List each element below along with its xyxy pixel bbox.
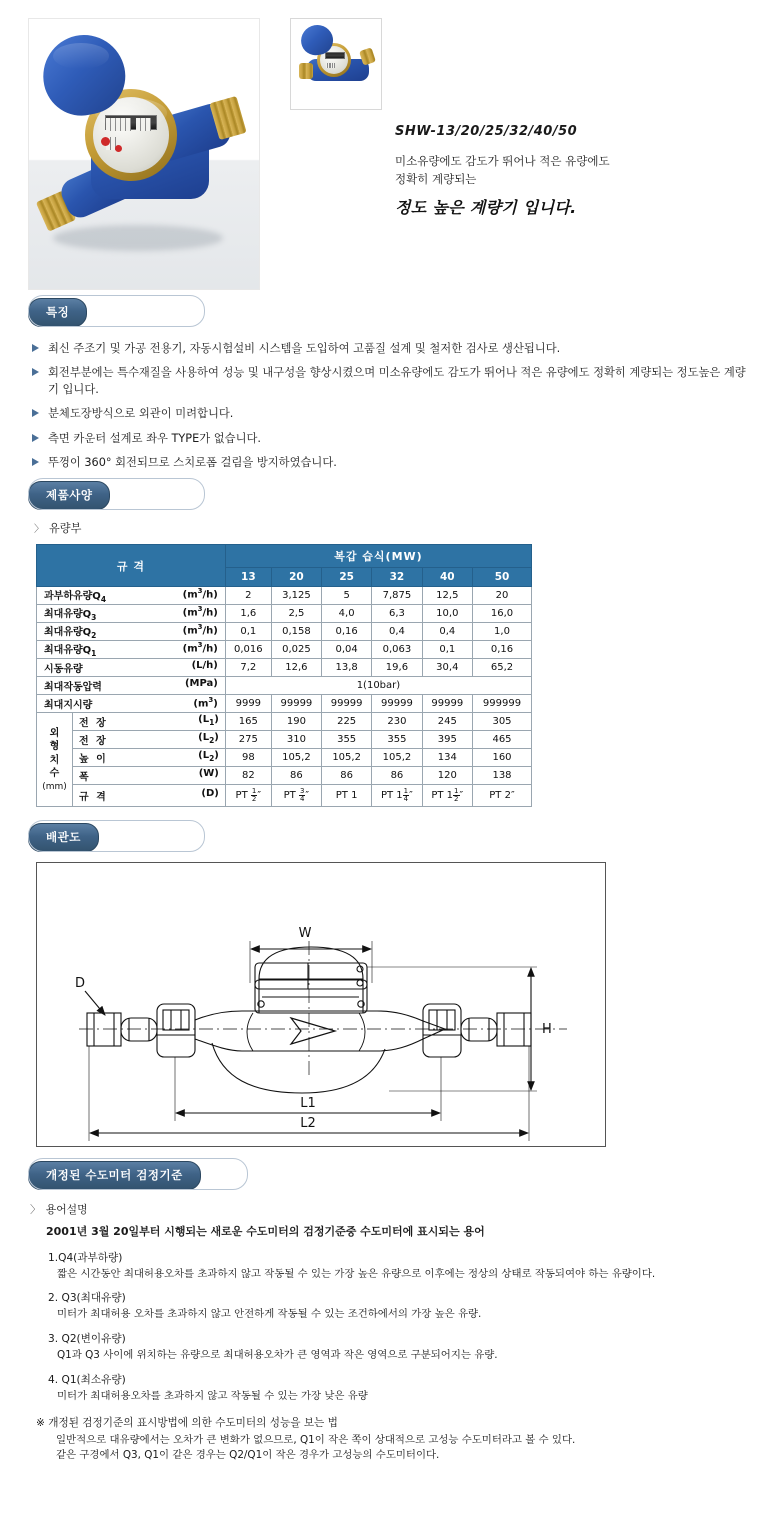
term-description: Q1과 Q3 사이에 위치하는 유량으로 최대허용오차가 큰 영역과 작은 영역으로 구분되어지는 유량. bbox=[57, 1349, 498, 1362]
cell: 138 bbox=[473, 767, 532, 785]
term-item bbox=[30, 1250, 756, 1282]
cell: 30,4 bbox=[422, 659, 472, 677]
cell: 0,158 bbox=[271, 623, 321, 641]
cell-thread: PT 2″ bbox=[473, 785, 532, 807]
feature-item bbox=[32, 431, 750, 447]
standard-section-header bbox=[0, 1161, 780, 1190]
product-photo-main bbox=[28, 18, 260, 290]
row-label: 최대유량$Q_1$ bbox=[44, 645, 97, 659]
terminology-lead: 2001년 3월 20일부터 시행되는 새로운 수도미터의 검정기준중 수도미터에 표시되는 용어 bbox=[46, 1225, 485, 1239]
cell: 86 bbox=[372, 767, 422, 785]
row-unit: $(m^3/h)$ bbox=[182, 641, 218, 655]
model-code: SHW-13/20/25/32/40/50 bbox=[395, 124, 578, 139]
dimension-label-l1: L1 bbox=[300, 1096, 316, 1112]
cell: 0,16 bbox=[473, 641, 532, 659]
row-label: 최대유량$Q_2$ bbox=[44, 627, 97, 641]
cell: 0,025 bbox=[271, 641, 321, 659]
cell: 10,0 bbox=[422, 605, 472, 623]
triangle-bullet-icon bbox=[32, 409, 39, 417]
cell: 86 bbox=[271, 767, 321, 785]
dimension-label-l2: L2 bbox=[300, 1116, 316, 1132]
cell: 105,2 bbox=[271, 749, 321, 767]
dim-symbol: $(L_1)$ bbox=[198, 714, 219, 728]
dial-pointer-red-1 bbox=[101, 137, 110, 146]
cell: 99999 bbox=[372, 695, 422, 713]
table-row bbox=[37, 659, 532, 677]
row-label: 최대유량$Q_3$ bbox=[44, 609, 97, 623]
terminology-sub-label-text: 용어설명 bbox=[45, 1203, 88, 1217]
thumb-counter bbox=[325, 52, 345, 59]
feature-text: 뚜껑이 360° 회전되므로 스치로폼 걸림을 방지하였습니다. bbox=[48, 455, 337, 469]
row-label: 최대지시량 bbox=[44, 700, 93, 712]
cell-thread: PT 1 $\frac{1}{2}$ ″ bbox=[422, 785, 472, 807]
cell: 7,875 bbox=[372, 587, 422, 605]
cell: 230 bbox=[372, 713, 422, 731]
term-description: 미터가 최대허용오차를 초과하지 않고 작동될 수 있는 가장 낮은 유량 bbox=[57, 1389, 368, 1402]
size-header: 40 bbox=[422, 568, 472, 587]
cell: 245 bbox=[422, 713, 472, 731]
term-description: 미터가 최대허용 오차를 초과하지 않고 안전하게 작동될 수 있는 조건하에서의 가장 높은 유량. bbox=[57, 1308, 482, 1321]
cell: 160 bbox=[473, 749, 532, 767]
cell: 0,063 bbox=[372, 641, 422, 659]
cell: 165 bbox=[225, 713, 271, 731]
cell: 190 bbox=[271, 713, 321, 731]
dim-name: 전 장 bbox=[79, 718, 108, 730]
cell: 2,5 bbox=[271, 605, 321, 623]
triangle-bullet-icon bbox=[32, 368, 39, 376]
cell: 1,0 bbox=[473, 623, 532, 641]
dim-name: 높 이 bbox=[79, 754, 108, 766]
note-heading: ※ 개정된 검정기준의 표시방법에 의한 수도미터의 성능을 보는 법 bbox=[36, 1416, 338, 1429]
cell: 13,8 bbox=[322, 659, 372, 677]
corner-header: 규 격 bbox=[37, 545, 226, 587]
feature-item bbox=[32, 406, 750, 422]
note-line: 일반적으로 대유량에서는 오차가 큰 변화가 없으므로, Q1이 작은 쪽이 상대적으로 고성능 수도미터라고 볼 수 있다. bbox=[56, 1433, 576, 1446]
cell: 0,016 bbox=[225, 641, 271, 659]
product-photo-thumbnail bbox=[290, 18, 382, 110]
size-header: 50 bbox=[473, 568, 532, 587]
dim-name: 전 장 bbox=[79, 736, 108, 748]
dimension-group-label: 외 형 치 수 (mm) bbox=[37, 713, 73, 807]
cell: 999999 bbox=[473, 695, 532, 713]
table-row bbox=[37, 713, 532, 731]
row-label: 과부하유량$Q_4$ bbox=[44, 591, 107, 605]
row-unit: $(m^3)$ bbox=[193, 696, 218, 710]
cap-gloss bbox=[53, 43, 109, 69]
double-chevron-icon: 〉 bbox=[34, 524, 44, 536]
cell: 6,3 bbox=[372, 605, 422, 623]
cell: 0,1 bbox=[422, 641, 472, 659]
dimension-label-h: H bbox=[542, 1022, 552, 1038]
table-row bbox=[37, 605, 532, 623]
term-item bbox=[30, 1331, 756, 1363]
terminology-section bbox=[0, 1202, 780, 1463]
dim-name: 폭 bbox=[79, 772, 89, 784]
dim-symbol: (D) bbox=[201, 788, 219, 800]
cell: 120 bbox=[422, 767, 472, 785]
table-row bbox=[37, 623, 532, 641]
spec-table bbox=[36, 544, 532, 807]
table-header-row bbox=[37, 545, 532, 568]
cell: 0,4 bbox=[372, 623, 422, 641]
table-row bbox=[37, 767, 532, 785]
spec-section-header bbox=[0, 481, 780, 510]
table-row bbox=[37, 587, 532, 605]
triangle-bullet-icon bbox=[32, 458, 39, 466]
diagram-section-header bbox=[0, 823, 780, 852]
cell: 19,6 bbox=[372, 659, 422, 677]
cell: 465 bbox=[473, 731, 532, 749]
thumb-brass-left bbox=[299, 63, 313, 79]
cell: 225 bbox=[322, 713, 372, 731]
features-section-header bbox=[0, 298, 780, 327]
feature-text: 측면 카운터 설계로 좌우 TYPE가 없습니다. bbox=[48, 431, 261, 445]
table-row bbox=[37, 695, 532, 713]
cell-thread: PT 1 $\frac{1}{4}$ ″ bbox=[372, 785, 422, 807]
table-row bbox=[37, 731, 532, 749]
cell: 0,04 bbox=[322, 641, 372, 659]
feature-item bbox=[32, 455, 750, 471]
cell: 16,0 bbox=[473, 605, 532, 623]
term-title: 3. Q2(변이유량) bbox=[48, 1333, 126, 1346]
cell: 1,6 bbox=[225, 605, 271, 623]
spec-table-wrap bbox=[0, 544, 780, 807]
features-list bbox=[0, 341, 780, 471]
dim-symbol: $(L_2)$ bbox=[198, 732, 219, 746]
dimension-label-w: W bbox=[298, 926, 312, 942]
terminology-sub-label bbox=[30, 1202, 756, 1217]
table-row bbox=[37, 677, 532, 695]
spec-sub-label-text: 유량부 bbox=[49, 522, 82, 536]
tagline bbox=[395, 153, 765, 220]
cell: 0,4 bbox=[422, 623, 472, 641]
dial-pointer-red-2 bbox=[115, 145, 122, 152]
size-header: 25 bbox=[322, 568, 372, 587]
piping-diagram-svg bbox=[37, 863, 605, 1146]
feature-item bbox=[32, 341, 750, 357]
row-unit: $(m^3/h)$ bbox=[182, 587, 218, 601]
row-unit: $(m^3/h)$ bbox=[182, 605, 218, 619]
cell: 12,6 bbox=[271, 659, 321, 677]
piping-diagram bbox=[36, 862, 606, 1147]
cell: 2 bbox=[225, 587, 271, 605]
cell: 99999 bbox=[322, 695, 372, 713]
cell: 65,2 bbox=[473, 659, 532, 677]
cell: 82 bbox=[225, 767, 271, 785]
cell: 395 bbox=[422, 731, 472, 749]
note-line: 같은 구경에서 Q3, Q1이 같은 경우는 Q2/Q1이 작은 경우가 고성능의 수도미터이다. bbox=[56, 1448, 440, 1461]
table-row bbox=[37, 749, 532, 767]
term-description: 짧은 시간동안 최대허용오차를 초과하지 않고 작동될 수 있는 가장 높은 유량으로 이후에는 정상의 상태로 작동되여야 하는 유량이다. bbox=[57, 1267, 656, 1280]
tagline-line-2: 정확히 계량되는 bbox=[395, 171, 477, 186]
cell-thread: PT $\frac{3}{4}$ ″ bbox=[271, 785, 321, 807]
spec-sub-label bbox=[0, 520, 780, 536]
cell: 3,125 bbox=[271, 587, 321, 605]
term-title: 4. Q1(최소유량) bbox=[48, 1373, 126, 1386]
standard-badge: 개정된 수도미터 검정기준 bbox=[28, 1161, 201, 1190]
cell: 355 bbox=[322, 731, 372, 749]
photo-shadow bbox=[53, 225, 223, 251]
cell: 0,16 bbox=[322, 623, 372, 641]
cell: 7,2 bbox=[225, 659, 271, 677]
cell: 99999 bbox=[271, 695, 321, 713]
row-label: 최대작동압력 bbox=[44, 682, 102, 694]
size-header: 20 bbox=[271, 568, 321, 587]
cell: 9999 bbox=[225, 695, 271, 713]
term-title: 1.Q4(과부하량) bbox=[48, 1251, 123, 1264]
cell-thread: PT $\frac{1}{2}$ ″ bbox=[225, 785, 271, 807]
cell-merged: 1(10bar) bbox=[225, 677, 531, 695]
cell: 134 bbox=[422, 749, 472, 767]
features-badge: 특징 bbox=[28, 298, 87, 327]
triangle-bullet-icon bbox=[32, 434, 39, 442]
cell: 99999 bbox=[422, 695, 472, 713]
cell-thread: PT 1 bbox=[322, 785, 372, 807]
product-header-text bbox=[395, 124, 765, 220]
cell: 310 bbox=[271, 731, 321, 749]
spec-table-body bbox=[37, 587, 532, 807]
dim-symbol: $(L_2)$ bbox=[198, 750, 219, 764]
row-unit: (MPa) bbox=[184, 678, 218, 690]
double-chevron-icon: 〉 bbox=[30, 1203, 41, 1217]
performance-note bbox=[30, 1415, 756, 1463]
cell: 305 bbox=[473, 713, 532, 731]
cell: 0,1 bbox=[225, 623, 271, 641]
cell: 275 bbox=[225, 731, 271, 749]
cell: 5 bbox=[322, 587, 372, 605]
group-header: 복갑 습식(MW) bbox=[225, 545, 531, 568]
dim-symbol: (W) bbox=[198, 768, 219, 780]
product-photo-area bbox=[0, 0, 780, 298]
tagline-line-1: 미소유량에도 감도가 뛰어나 적은 유량에도 bbox=[395, 154, 610, 168]
dim-name: 규 격 bbox=[79, 792, 108, 804]
term-title: 2. Q3(최대유량) bbox=[48, 1292, 126, 1305]
diagram-badge: 배관도 bbox=[28, 823, 99, 852]
cell: 86 bbox=[322, 767, 372, 785]
table-row bbox=[37, 785, 532, 807]
cell: 105,2 bbox=[322, 749, 372, 767]
term-item bbox=[30, 1290, 756, 1322]
cell: 12,5 bbox=[422, 587, 472, 605]
feature-text: 회전부분에는 특수재질을 사용하여 성능 및 내구성을 향상시켰으며 미소유량에도 감도가 뛰어나 적은 유량에도 정확히 계량되는 정도높은 계량기 입니다. bbox=[48, 366, 746, 396]
cell: 98 bbox=[225, 749, 271, 767]
row-label: 시동유량 bbox=[44, 664, 83, 676]
feature-item bbox=[32, 365, 750, 398]
spec-table-head bbox=[37, 545, 532, 587]
cell: 20 bbox=[473, 587, 532, 605]
cell: 355 bbox=[372, 731, 422, 749]
feature-text: 분체도장방식으로 외관이 미려합니다. bbox=[48, 407, 234, 421]
term-item bbox=[30, 1372, 756, 1404]
table-row bbox=[37, 641, 532, 659]
row-unit: $(m^3/h)$ bbox=[182, 623, 218, 637]
feature-text: 최신 주조기 및 가공 전용기, 자동시험설비 시스템을 도입하여 고품질 설계 및 철저한 검사로 생산됩니다. bbox=[48, 342, 561, 355]
triangle-bullet-icon bbox=[32, 344, 39, 352]
dimension-label-d: D bbox=[75, 976, 86, 992]
row-unit: (L/h) bbox=[191, 660, 218, 672]
cell: 105,2 bbox=[372, 749, 422, 767]
cell: 4,0 bbox=[322, 605, 372, 623]
size-header: 32 bbox=[372, 568, 422, 587]
size-header: 13 bbox=[225, 568, 271, 587]
spec-badge: 제품사양 bbox=[28, 481, 110, 510]
tagline-strong: 정도 높은 계량기 입니다. bbox=[395, 197, 577, 217]
